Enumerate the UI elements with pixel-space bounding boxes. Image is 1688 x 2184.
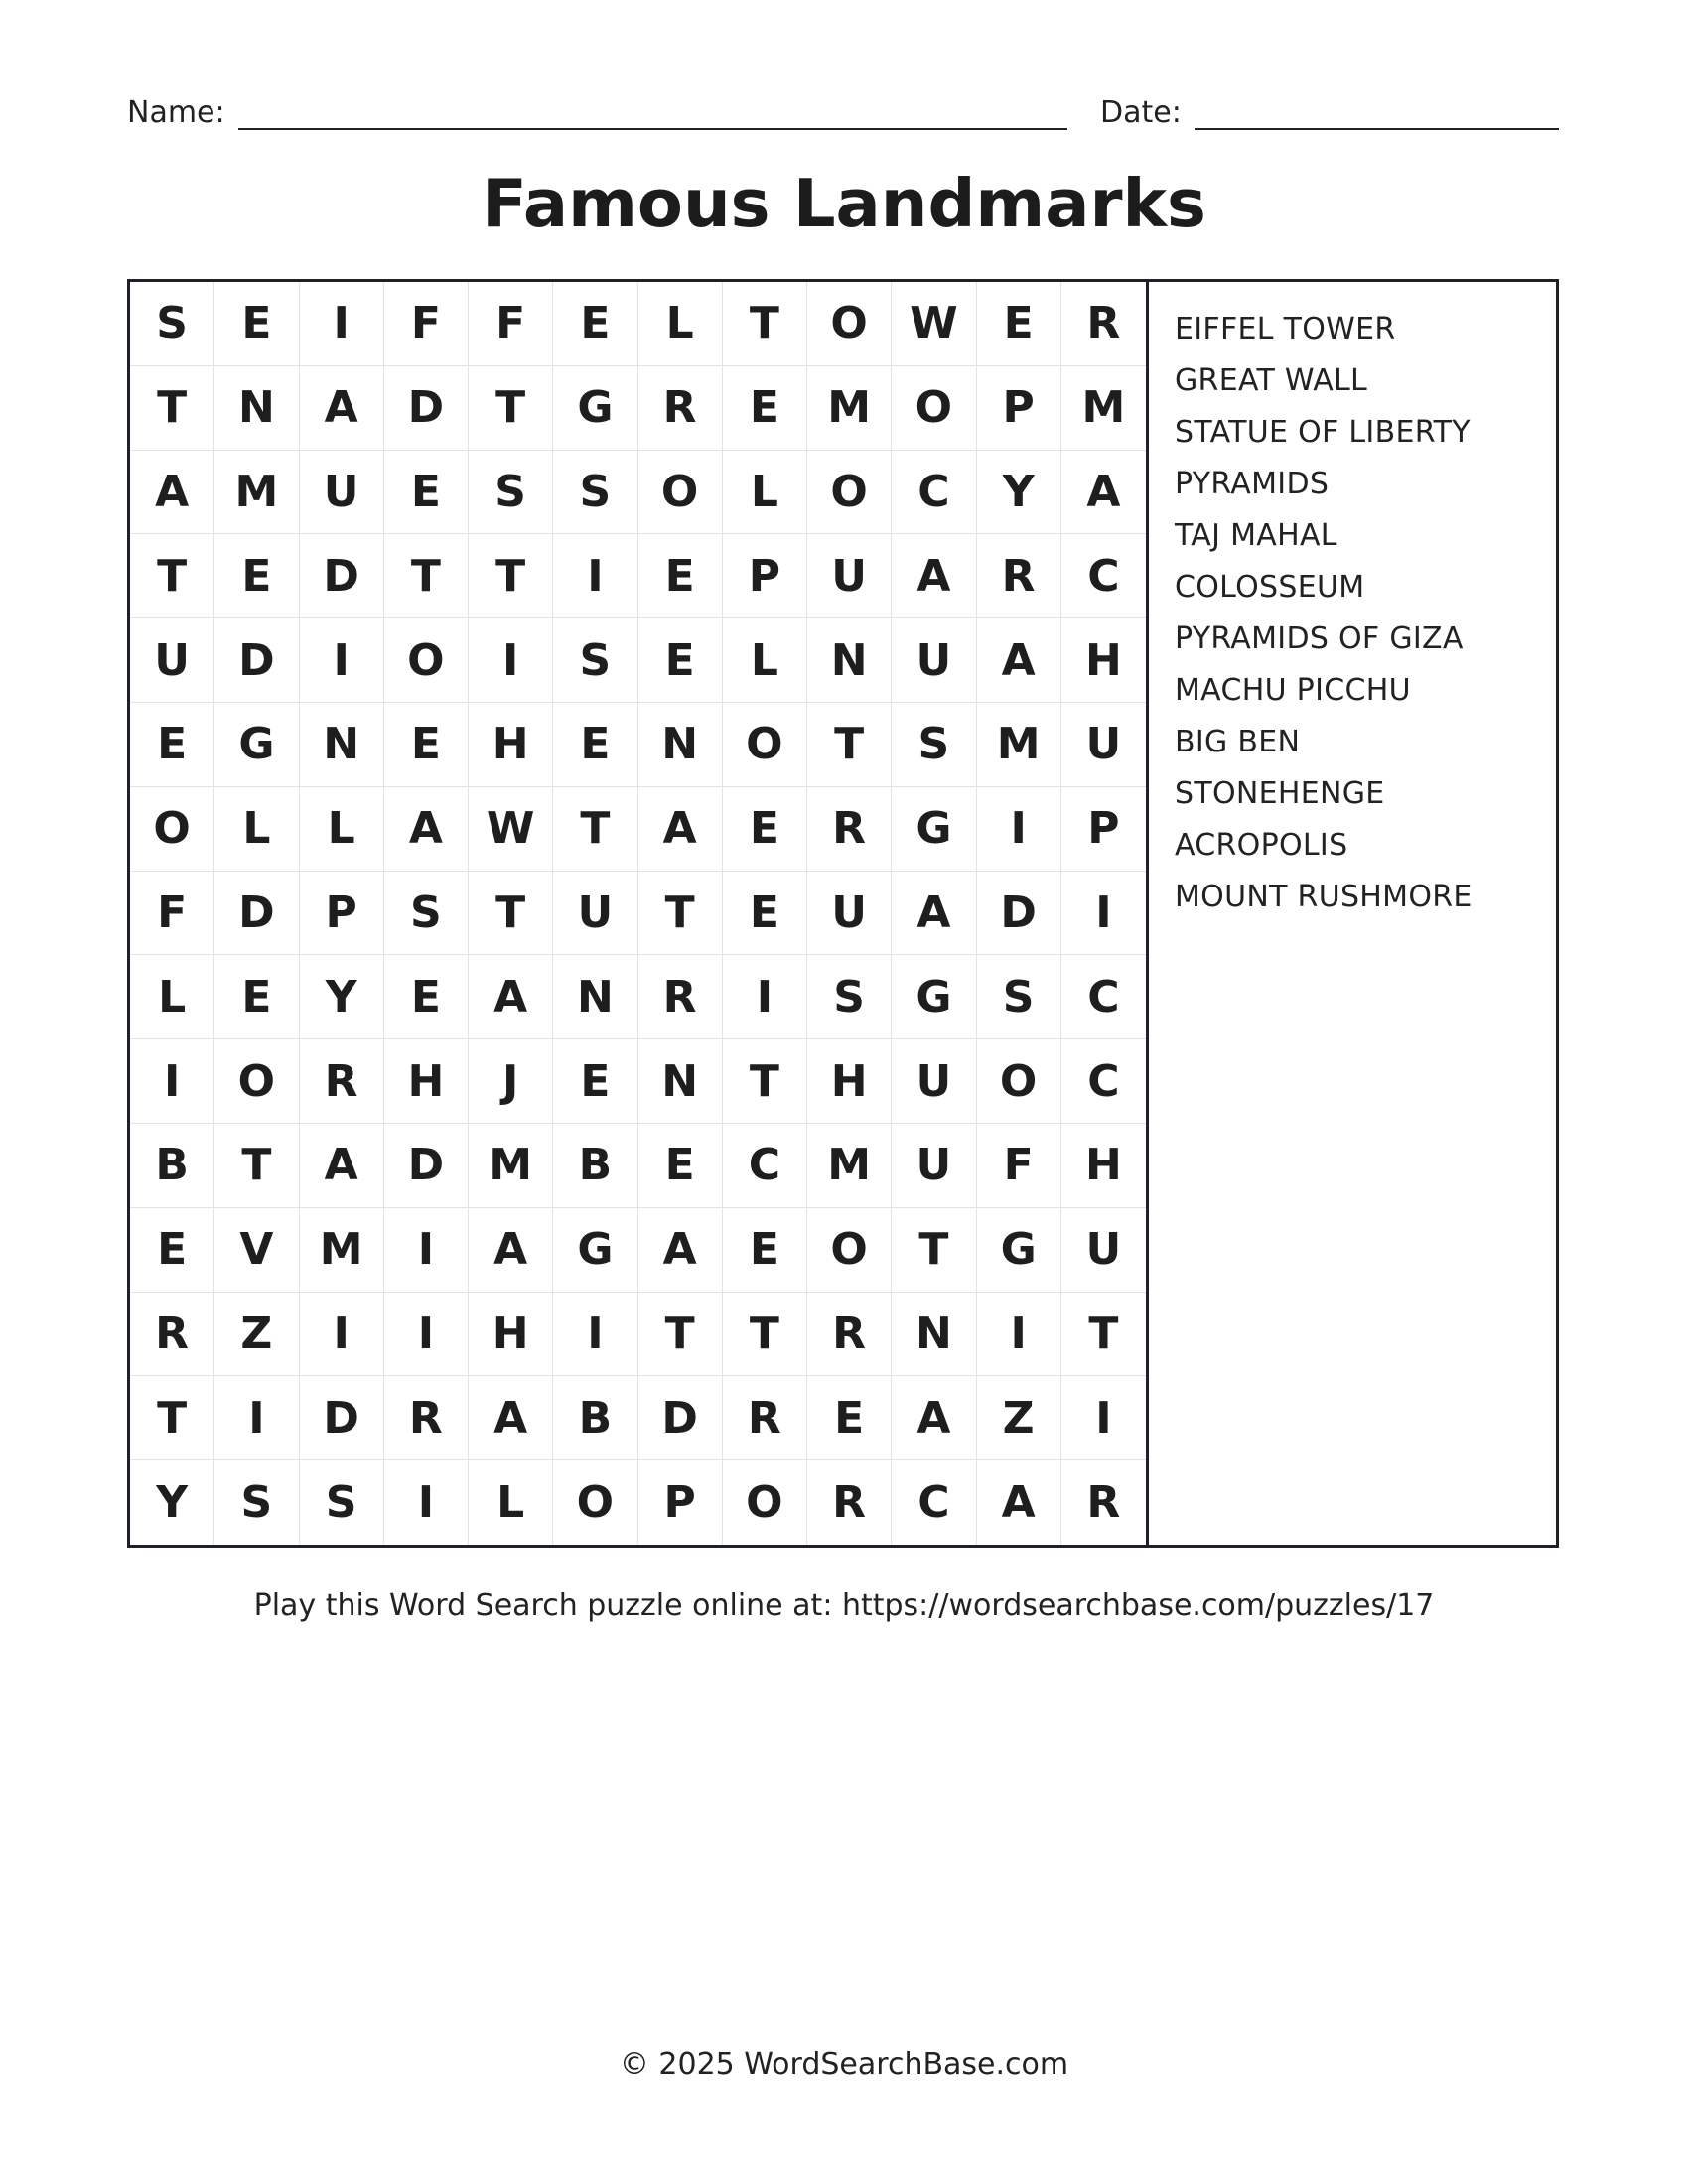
grid-cell: E bbox=[723, 1208, 807, 1293]
grid-cell: A bbox=[892, 872, 976, 956]
grid-cell: U bbox=[892, 618, 976, 703]
grid-cell: S bbox=[214, 1460, 299, 1545]
grid-cell: I bbox=[553, 534, 637, 618]
grid-cell: Y bbox=[977, 451, 1061, 535]
grid-cell: E bbox=[553, 1039, 637, 1124]
grid-cell: T bbox=[892, 1208, 976, 1293]
word-list-item: PYRAMIDS OF GIZA bbox=[1175, 621, 1464, 656]
grid-cell: A bbox=[469, 1208, 553, 1293]
grid-cell: U bbox=[130, 618, 214, 703]
grid-cell: E bbox=[214, 282, 299, 366]
grid-cell: R bbox=[300, 1039, 384, 1124]
grid-cell: E bbox=[553, 703, 637, 787]
grid-cell: E bbox=[638, 1124, 723, 1208]
grid-cell: R bbox=[807, 787, 892, 872]
grid-cell: U bbox=[553, 872, 637, 956]
grid-cell: A bbox=[300, 366, 384, 451]
grid-cell: M bbox=[214, 451, 299, 535]
grid-cell: T bbox=[214, 1124, 299, 1208]
grid-cell: D bbox=[300, 1376, 384, 1460]
grid-cell: A bbox=[130, 451, 214, 535]
grid-cell: U bbox=[807, 872, 892, 956]
grid-cell: L bbox=[300, 787, 384, 872]
grid-cell: G bbox=[214, 703, 299, 787]
grid-cell: T bbox=[1061, 1293, 1146, 1377]
word-list-item: STONEHENGE bbox=[1175, 776, 1385, 811]
grid-cell: F bbox=[469, 282, 553, 366]
grid-cell: N bbox=[807, 618, 892, 703]
grid-cell: A bbox=[638, 787, 723, 872]
grid-cell: E bbox=[214, 955, 299, 1039]
name-line bbox=[238, 128, 1067, 130]
grid-cell: O bbox=[553, 1460, 637, 1545]
grid-cell: H bbox=[1061, 1124, 1146, 1208]
word-list-item: MACHU PICCHU bbox=[1175, 673, 1411, 708]
grid-cell: A bbox=[638, 1208, 723, 1293]
grid-cell: I bbox=[977, 1293, 1061, 1377]
grid-cell: I bbox=[384, 1460, 469, 1545]
grid-cell: R bbox=[1061, 282, 1146, 366]
grid-cell: U bbox=[807, 534, 892, 618]
grid-cell: S bbox=[977, 955, 1061, 1039]
grid-cell: H bbox=[807, 1039, 892, 1124]
grid-cell: D bbox=[977, 872, 1061, 956]
grid-cell: R bbox=[130, 1293, 214, 1377]
grid-cell: E bbox=[130, 1208, 214, 1293]
grid-cell: W bbox=[469, 787, 553, 872]
grid-cell: H bbox=[1061, 618, 1146, 703]
grid-cell: I bbox=[214, 1376, 299, 1460]
grid-cell: Y bbox=[130, 1460, 214, 1545]
grid-cell: H bbox=[384, 1039, 469, 1124]
grid-cell: D bbox=[384, 366, 469, 451]
word-list-item: STATUE OF LIBERTY bbox=[1175, 415, 1471, 450]
grid-cell: G bbox=[892, 787, 976, 872]
date-label: Date: bbox=[1100, 95, 1182, 130]
word-list-item: ACROPOLIS bbox=[1175, 828, 1348, 863]
grid-cell: E bbox=[553, 282, 637, 366]
grid-cell: C bbox=[892, 451, 976, 535]
grid-cell: T bbox=[638, 1293, 723, 1377]
grid-cell: S bbox=[300, 1460, 384, 1545]
grid-cell: E bbox=[384, 703, 469, 787]
grid-cell: E bbox=[214, 534, 299, 618]
grid-cell: A bbox=[977, 618, 1061, 703]
grid-cell: U bbox=[300, 451, 384, 535]
grid-cell: G bbox=[892, 955, 976, 1039]
grid-cell: O bbox=[807, 1208, 892, 1293]
online-link-text: Play this Word Search puzzle online at: https://wordsearchbase.com/puzzles/17 bbox=[253, 1588, 1435, 1623]
grid-cell: S bbox=[384, 872, 469, 956]
grid-cell: O bbox=[384, 618, 469, 703]
grid-cell: R bbox=[977, 534, 1061, 618]
grid-cell: O bbox=[807, 451, 892, 535]
grid-cell: S bbox=[553, 618, 637, 703]
grid-cell: E bbox=[384, 955, 469, 1039]
grid-cell: T bbox=[723, 282, 807, 366]
grid-cell: J bbox=[469, 1039, 553, 1124]
grid-cell: T bbox=[723, 1293, 807, 1377]
grid-cell: A bbox=[977, 1460, 1061, 1545]
grid-cell: N bbox=[553, 955, 637, 1039]
grid-cell: I bbox=[300, 1293, 384, 1377]
grid-cell: I bbox=[130, 1039, 214, 1124]
grid-cell: S bbox=[130, 282, 214, 366]
grid-cell: N bbox=[638, 1039, 723, 1124]
grid-cell: E bbox=[638, 534, 723, 618]
grid-cell: O bbox=[130, 787, 214, 872]
grid-cell: E bbox=[977, 282, 1061, 366]
grid-cell: H bbox=[469, 703, 553, 787]
grid-cell: R bbox=[807, 1293, 892, 1377]
grid-cell: Y bbox=[300, 955, 384, 1039]
grid-cell: L bbox=[638, 282, 723, 366]
grid-cell: C bbox=[892, 1460, 976, 1545]
grid-cell: S bbox=[892, 703, 976, 787]
grid-cell: T bbox=[130, 1376, 214, 1460]
grid-cell: W bbox=[892, 282, 976, 366]
grid-cell: L bbox=[723, 618, 807, 703]
grid-cell: U bbox=[892, 1124, 976, 1208]
grid-cell: I bbox=[300, 618, 384, 703]
grid-cell: M bbox=[300, 1208, 384, 1293]
word-list-item: MOUNT RUSHMORE bbox=[1175, 880, 1473, 914]
grid-cell: T bbox=[723, 1039, 807, 1124]
grid-cell: A bbox=[469, 955, 553, 1039]
grid-cell: S bbox=[469, 451, 553, 535]
grid-cell: L bbox=[723, 451, 807, 535]
grid-cell: M bbox=[977, 703, 1061, 787]
grid-cell: T bbox=[469, 534, 553, 618]
grid-cell: I bbox=[1061, 1376, 1146, 1460]
grid-cell: I bbox=[723, 955, 807, 1039]
grid-cell: B bbox=[553, 1124, 637, 1208]
grid-cell: R bbox=[638, 955, 723, 1039]
date-line bbox=[1195, 128, 1559, 130]
grid-cell: I bbox=[384, 1208, 469, 1293]
grid-cell: F bbox=[130, 872, 214, 956]
word-list-item: PYRAMIDS bbox=[1175, 467, 1330, 501]
grid-cell: L bbox=[469, 1460, 553, 1545]
grid-cell: C bbox=[1061, 534, 1146, 618]
grid-cell: V bbox=[214, 1208, 299, 1293]
word-list-item: GREAT WALL bbox=[1175, 363, 1368, 398]
grid-cell: D bbox=[214, 872, 299, 956]
grid-cell: T bbox=[384, 534, 469, 618]
grid-cell: T bbox=[807, 703, 892, 787]
grid-cell: A bbox=[1061, 451, 1146, 535]
grid-cell: A bbox=[300, 1124, 384, 1208]
grid-cell: L bbox=[130, 955, 214, 1039]
grid-cell: D bbox=[214, 618, 299, 703]
grid-cell: E bbox=[384, 451, 469, 535]
grid-cell: C bbox=[1061, 1039, 1146, 1124]
grid-cell: G bbox=[553, 366, 637, 451]
page-title: Famous Landmarks bbox=[482, 165, 1206, 242]
grid-cell: F bbox=[977, 1124, 1061, 1208]
grid-cell: G bbox=[977, 1208, 1061, 1293]
grid-cell: E bbox=[807, 1376, 892, 1460]
grid-cell: N bbox=[638, 703, 723, 787]
grid-cell: D bbox=[638, 1376, 723, 1460]
grid-cell: R bbox=[807, 1460, 892, 1545]
name-label: Name: bbox=[127, 95, 225, 130]
grid-cell: G bbox=[553, 1208, 637, 1293]
grid-cell: N bbox=[892, 1293, 976, 1377]
word-list bbox=[1149, 282, 1556, 1545]
grid-cell: O bbox=[892, 366, 976, 451]
grid-cell: A bbox=[892, 534, 976, 618]
grid-cell: S bbox=[807, 955, 892, 1039]
grid-cell: I bbox=[553, 1293, 637, 1377]
grid-cell: R bbox=[638, 366, 723, 451]
grid-cell: E bbox=[723, 872, 807, 956]
grid-cell: P bbox=[977, 366, 1061, 451]
grid-cell: Z bbox=[977, 1376, 1061, 1460]
grid-cell: N bbox=[214, 366, 299, 451]
grid-cell: R bbox=[384, 1376, 469, 1460]
grid-cell: B bbox=[130, 1124, 214, 1208]
copyright-text: © 2025 WordSearchBase.com bbox=[619, 2047, 1069, 2082]
header-row bbox=[127, 91, 1559, 135]
grid-cell: S bbox=[553, 451, 637, 535]
grid-cell: D bbox=[300, 534, 384, 618]
grid-cell: U bbox=[1061, 703, 1146, 787]
grid-cell: M bbox=[807, 366, 892, 451]
grid-cell: B bbox=[553, 1376, 637, 1460]
grid-cell: I bbox=[384, 1293, 469, 1377]
grid-cell: O bbox=[638, 451, 723, 535]
grid-cell: E bbox=[638, 618, 723, 703]
word-list-item: EIFFEL TOWER bbox=[1175, 312, 1396, 346]
grid-cell: E bbox=[723, 366, 807, 451]
grid-cell: T bbox=[553, 787, 637, 872]
grid-cell: F bbox=[384, 282, 469, 366]
grid-cell: E bbox=[723, 787, 807, 872]
grid-cell: P bbox=[300, 872, 384, 956]
word-list-item: TAJ MAHAL bbox=[1175, 518, 1337, 553]
grid-cell: L bbox=[214, 787, 299, 872]
grid-cell: T bbox=[130, 534, 214, 618]
grid-cell: O bbox=[723, 703, 807, 787]
grid-cell: P bbox=[638, 1460, 723, 1545]
grid-cell: D bbox=[384, 1124, 469, 1208]
grid-cell: I bbox=[300, 282, 384, 366]
grid-cell: U bbox=[892, 1039, 976, 1124]
grid-cell: A bbox=[384, 787, 469, 872]
grid-cell: M bbox=[807, 1124, 892, 1208]
grid-cell: I bbox=[977, 787, 1061, 872]
grid-cell: A bbox=[469, 1376, 553, 1460]
grid-cell: R bbox=[723, 1376, 807, 1460]
grid-cell: U bbox=[1061, 1208, 1146, 1293]
grid-cell: T bbox=[638, 872, 723, 956]
grid-cell: A bbox=[892, 1376, 976, 1460]
grid-cell: O bbox=[214, 1039, 299, 1124]
grid-cell: O bbox=[807, 282, 892, 366]
grid-cell: P bbox=[723, 534, 807, 618]
grid-cell: C bbox=[723, 1124, 807, 1208]
grid-cell: T bbox=[469, 872, 553, 956]
grid-cell: E bbox=[130, 703, 214, 787]
grid-cell: M bbox=[1061, 366, 1146, 451]
grid-cell: T bbox=[130, 366, 214, 451]
letter-grid bbox=[130, 282, 1149, 1545]
grid-cell: M bbox=[469, 1124, 553, 1208]
grid-cell: H bbox=[469, 1293, 553, 1377]
grid-cell: N bbox=[300, 703, 384, 787]
grid-cell: T bbox=[469, 366, 553, 451]
grid-cell: R bbox=[1086, 1477, 1121, 1529]
grid-cell: C bbox=[1061, 955, 1146, 1039]
grid-cell: O bbox=[723, 1460, 807, 1545]
puzzle-frame bbox=[127, 279, 1559, 1548]
grid-cell: I bbox=[469, 618, 553, 703]
grid-cell: I bbox=[1061, 872, 1146, 956]
word-list-item: COLOSSEUM bbox=[1175, 570, 1365, 605]
grid-cell: O bbox=[977, 1039, 1061, 1124]
word-list-item: BIG BEN bbox=[1175, 725, 1301, 759]
grid-cell: P bbox=[1061, 787, 1146, 872]
grid-cell: Z bbox=[214, 1293, 299, 1377]
